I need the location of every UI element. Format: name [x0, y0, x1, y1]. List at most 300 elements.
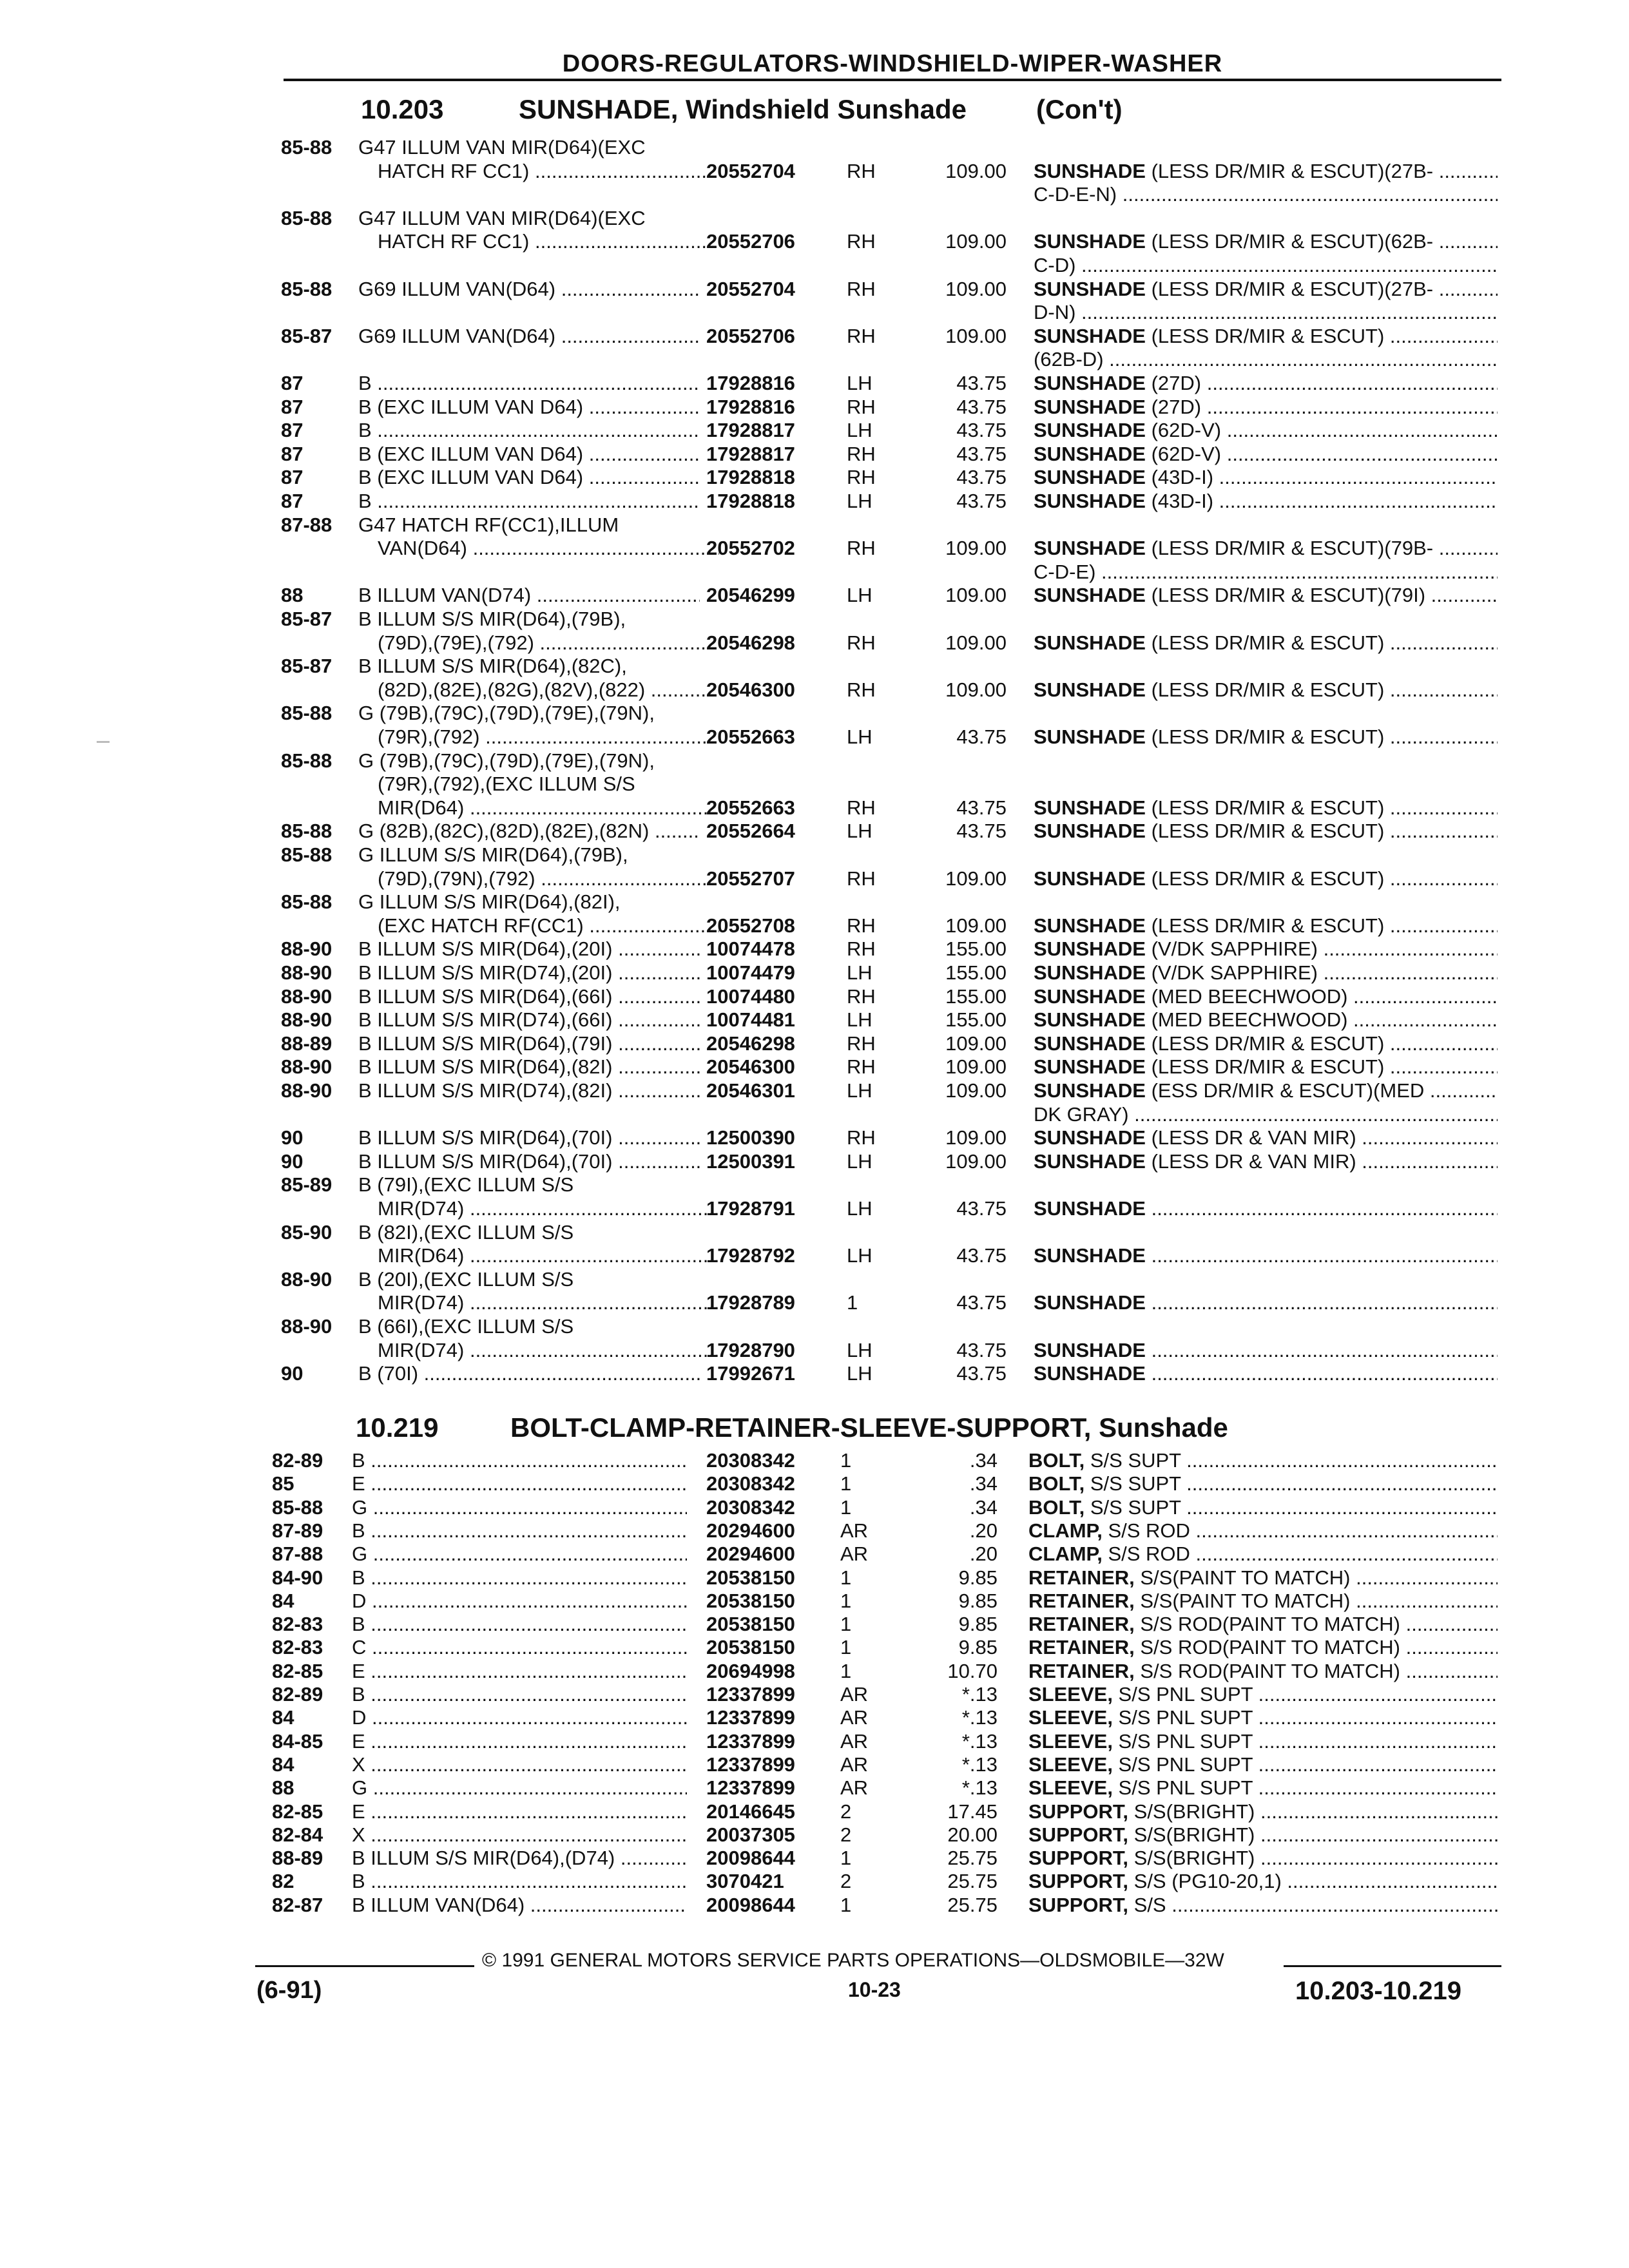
part-name [1034, 159, 1498, 183]
part-name-detail: (LESS DR/MIR & ESCUT)(79B- [1145, 537, 1434, 560]
parts-row [0, 937, 1629, 961]
part-name-detail: S/S(PAINT TO MATCH) [1134, 1589, 1351, 1612]
quantity: LH [847, 1362, 872, 1385]
part-name-keyword: RETAINER, [1028, 1589, 1135, 1612]
part-name [1028, 1495, 1498, 1519]
parts-row [0, 867, 1629, 890]
part-name-detail: C-D-E) [1034, 560, 1096, 583]
part-name [1034, 796, 1498, 820]
part-name-detail: (LESS DR/MIR & ESCUT) [1145, 796, 1385, 819]
part-name-keyword: SUNSHADE [1034, 584, 1146, 607]
parts-row [0, 1635, 1629, 1659]
quantity: RH [847, 442, 876, 465]
part-name [1034, 1291, 1498, 1314]
quantity: RH [847, 395, 876, 418]
list-price: 43.75 [956, 1291, 1007, 1314]
parts-row [0, 206, 1629, 230]
parts-row [0, 1869, 1629, 1893]
part-name [1034, 819, 1498, 843]
section-name [519, 94, 967, 125]
list-price: 43.75 [956, 419, 1007, 442]
part-number: 17928789 [706, 1291, 795, 1314]
parts-row [0, 1893, 1629, 1917]
part-number: 20552706 [706, 230, 795, 253]
quantity: 1 [840, 1636, 852, 1659]
parts-row [0, 1448, 1629, 1472]
list-price: 155.00 [945, 1008, 1007, 1032]
list-price: 109.00 [945, 230, 1007, 253]
parts-row [0, 1589, 1629, 1613]
part-name [1034, 1032, 1498, 1055]
model-years: 82-84 [272, 1823, 323, 1846]
list-price: *.13 [961, 1753, 998, 1776]
part-name-keyword: SUNSHADE [1034, 914, 1146, 937]
part-name-detail: D-N) [1034, 301, 1076, 324]
part-name [1034, 867, 1498, 890]
list-price: 109.00 [945, 1055, 1007, 1079]
parts-row [0, 749, 1629, 773]
part-name [1034, 418, 1498, 442]
application-description: B ..... [358, 371, 700, 395]
quantity: RH [847, 867, 876, 890]
section-title-text: SUNSHADE, [519, 94, 679, 124]
part-number: 12337899 [706, 1683, 795, 1706]
quantity: RH [847, 324, 876, 347]
model-years: 85-88 [281, 277, 333, 300]
parts-row [0, 395, 1629, 419]
model-years: 88-89 [281, 1032, 333, 1055]
list-price: 25.75 [947, 1847, 998, 1870]
parts-row [0, 442, 1629, 466]
list-price: 20.00 [947, 1823, 998, 1846]
application-description: E ..... [352, 1800, 687, 1823]
model-years: 82-89 [272, 1683, 323, 1706]
list-price: .34 [969, 1495, 998, 1519]
part-name [1034, 1361, 1498, 1385]
model-years: 88-90 [281, 937, 333, 961]
model-years: 85 [272, 1472, 294, 1495]
parts-row [0, 1566, 1629, 1590]
part-name [1028, 1753, 1498, 1776]
list-price: 25.75 [947, 1870, 998, 1893]
part-name-detail: (LESS DR/MIR & ESCUT) [1145, 726, 1385, 748]
application-description: B ILLUM S/S MIR(D64),(82C), [358, 655, 627, 678]
part-number: 20552704 [706, 159, 795, 182]
list-price: 43.75 [956, 490, 1007, 512]
parts-row [0, 277, 1629, 301]
list-price: 43.75 [956, 395, 1007, 418]
part-number: 20552708 [706, 914, 795, 937]
part-name [1028, 1542, 1498, 1566]
application-description: G69 ILLUM VAN(D64) ..... [358, 277, 700, 301]
part-number: 20546301 [706, 1079, 795, 1102]
model-years: 88-89 [272, 1847, 323, 1870]
application-description: B ILLUM S/S MIR(D64),(70I) ..... [358, 1149, 700, 1173]
parts-row [0, 513, 1629, 537]
quantity: 1 [840, 1893, 852, 1916]
parts-row [0, 631, 1629, 655]
part-name-keyword: SUNSHADE [1034, 1244, 1146, 1267]
parts-row [0, 1800, 1629, 1823]
part-name-keyword: SLEEVE, [1028, 1776, 1113, 1800]
part-name-keyword: SUNSHADE [1034, 277, 1146, 300]
part-name-detail: (LESS DR/MIR & ESCUT) [1145, 324, 1385, 347]
quantity: AR [840, 1729, 869, 1753]
application-description: HATCH RF CC1) ..... [358, 229, 719, 253]
part-name [1034, 725, 1498, 749]
application-description: E ..... [352, 1729, 687, 1753]
list-price: 9.85 [958, 1566, 998, 1589]
parts-row [0, 1291, 1629, 1314]
quantity: AR [840, 1753, 869, 1776]
part-name [1034, 678, 1498, 702]
part-name [1034, 229, 1498, 253]
parts-row [0, 961, 1629, 985]
parts-row [0, 1361, 1629, 1385]
part-number: 10074478 [706, 937, 795, 961]
part-name-detail: S/S PNL SUPT [1112, 1776, 1253, 1800]
parts-row [0, 1542, 1629, 1566]
part-name [1028, 1729, 1498, 1753]
quantity: RH [847, 1126, 876, 1149]
part-name-keyword: SUNSHADE [1034, 159, 1146, 182]
part-number: 20308342 [706, 1449, 795, 1472]
model-years: 85-87 [281, 655, 333, 678]
part-name [1034, 489, 1498, 513]
part-name-keyword: RETAINER, [1028, 1613, 1135, 1636]
application-description: B ..... [352, 1612, 687, 1636]
parts-row [0, 1338, 1629, 1362]
part-name-keyword: SUNSHADE [1034, 1338, 1146, 1361]
parts-row [0, 1519, 1629, 1542]
part-name [1034, 1149, 1498, 1173]
part-name-detail: S/S ROD [1102, 1542, 1190, 1566]
quantity: 1 [840, 1613, 852, 1636]
part-number: 3070421 [706, 1870, 784, 1893]
parts-row [0, 678, 1629, 702]
parts-row [0, 1244, 1629, 1267]
application-description: G (79B),(79C),(79D),(79E),(79N), [358, 749, 655, 772]
application-description: X ..... [352, 1823, 687, 1847]
quantity: RH [847, 796, 876, 819]
part-number: 20294600 [706, 1519, 795, 1542]
application-description: MIR(D74) ..... [358, 1338, 719, 1362]
model-years: 82-87 [272, 1893, 323, 1916]
parts-row [0, 796, 1629, 820]
quantity: LH [847, 820, 872, 843]
model-years: 82-89 [272, 1449, 323, 1472]
part-name-keyword: SUNSHADE [1034, 230, 1146, 253]
model-years: 82 [272, 1870, 294, 1893]
part-name-detail: (LESS DR/MIR & ESCUT) [1145, 678, 1385, 701]
part-name-detail: (V/DK SAPPHIRE) [1145, 937, 1318, 961]
quantity: RH [847, 537, 876, 560]
part-name [1034, 1126, 1498, 1149]
quantity: RH [847, 1055, 876, 1079]
application-description: B ..... [352, 1566, 687, 1590]
part-name-keyword: RETAINER, [1028, 1566, 1135, 1589]
parts-row [0, 1729, 1629, 1753]
list-price: 43.75 [956, 726, 1007, 748]
parts-row [0, 324, 1629, 348]
model-years: 85-88 [281, 206, 333, 229]
part-name-detail: (62D-V) [1145, 419, 1222, 442]
list-price: 109.00 [945, 1079, 1007, 1102]
part-number: 17928792 [706, 1244, 795, 1267]
application-description: B (20I),(EXC ILLUM S/S [358, 1267, 574, 1291]
part-number: 17928790 [706, 1338, 795, 1361]
part-name-keyword: SUPPORT, [1028, 1870, 1129, 1893]
header-rule [284, 79, 1501, 81]
application-description: B ILLUM S/S MIR(D64),(70I) ..... [358, 1126, 700, 1149]
part-name [1034, 1338, 1498, 1362]
parts-row [0, 654, 1629, 678]
list-price: 43.75 [956, 1197, 1007, 1220]
section-number: 10.203 [361, 94, 444, 124]
part-number: 17928818 [706, 490, 795, 512]
model-years: 82-85 [272, 1659, 323, 1682]
part-number: 20552707 [706, 867, 795, 890]
parts-row [0, 1846, 1629, 1870]
model-years: 88-90 [281, 961, 333, 984]
parts-row [0, 418, 1629, 442]
part-number: 20552664 [706, 820, 795, 843]
application-description: (79D),(79E),(792) ..... [358, 631, 719, 655]
section-subtitle: Windshield Sunshade [686, 94, 967, 124]
parts-row [0, 1220, 1629, 1244]
part-number: 20098644 [706, 1893, 795, 1916]
part-number: 10074480 [706, 985, 795, 1008]
list-price: 10.70 [947, 1659, 998, 1682]
model-years: 85-87 [281, 608, 333, 630]
application-description: B ILLUM S/S MIR(D64),(66I) ..... [358, 985, 700, 1008]
model-years: 85-88 [281, 820, 333, 843]
part-name-keyword: BOLT, [1028, 1472, 1085, 1495]
quantity: RH [847, 914, 876, 937]
application-description: B (EXC ILLUM VAN D64) ..... [358, 465, 700, 489]
model-years: 85-90 [281, 1220, 333, 1244]
model-years: 88-90 [281, 985, 333, 1008]
part-name-detail: (62B-D) [1034, 348, 1104, 371]
footer-section-range: 10.203-10.219 [1295, 1977, 1462, 2005]
part-name [1034, 277, 1498, 301]
part-name-keyword: CLAMP, [1028, 1542, 1103, 1566]
part-name [1034, 1102, 1498, 1126]
application-description: B ILLUM S/S MIR(D64),(82I) ..... [358, 1055, 700, 1079]
application-description: G47 ILLUM VAN MIR(D64)(EXC [358, 136, 646, 159]
part-name-detail: (43D-I) [1145, 490, 1214, 512]
part-name-detail: S/S(BRIGHT) [1128, 1847, 1255, 1870]
part-name-keyword: SUNSHADE [1034, 372, 1146, 394]
part-name-detail: DK GRAY) [1034, 1102, 1129, 1126]
section-number: 10.219 [356, 1412, 439, 1443]
part-name-keyword: SUNSHADE [1034, 395, 1146, 418]
part-name-keyword: SUNSHADE [1034, 1291, 1146, 1314]
part-name [1028, 1519, 1498, 1542]
parts-row [0, 182, 1629, 206]
part-name-keyword: SUNSHADE [1034, 678, 1146, 701]
model-years: 88-90 [281, 1079, 333, 1102]
part-name-keyword: SUNSHADE [1034, 985, 1146, 1008]
list-price: 25.75 [947, 1893, 998, 1916]
part-number: 20538150 [706, 1613, 795, 1636]
list-price: *.13 [961, 1706, 998, 1729]
application-description: B ILLUM S/S MIR(D74),(20I) ..... [358, 961, 700, 985]
quantity: AR [840, 1542, 869, 1566]
part-name-keyword: SUPPORT, [1028, 1823, 1129, 1846]
part-number: 12337899 [706, 1776, 795, 1800]
part-name-detail: S/S ROD [1102, 1519, 1190, 1542]
part-name-detail: S/S(BRIGHT) [1128, 1823, 1255, 1846]
quantity: RH [847, 937, 876, 961]
quantity: RH [847, 631, 876, 654]
part-name [1028, 1776, 1498, 1800]
part-number: 20546300 [706, 678, 795, 701]
model-years: 90 [281, 1126, 304, 1149]
part-name [1034, 583, 1498, 607]
list-price: 109.00 [945, 678, 1007, 701]
application-description: G ..... [352, 1776, 687, 1800]
footer-date-code: (6-91) [256, 1977, 322, 2004]
part-name [1028, 1823, 1498, 1847]
application-description: B (EXC ILLUM VAN D64) ..... [358, 442, 700, 466]
application-description: G47 ILLUM VAN MIR(D64)(EXC [358, 206, 646, 229]
parts-row [0, 1126, 1629, 1149]
part-name-keyword: SUNSHADE [1034, 1362, 1146, 1385]
part-name-keyword: BOLT, [1028, 1495, 1085, 1519]
quantity: AR [840, 1706, 869, 1729]
part-name [1034, 961, 1498, 985]
part-name-detail: (LESS DR/MIR & ESCUT) [1145, 914, 1385, 937]
parts-row [0, 371, 1629, 395]
application-description: B ILLUM VAN(D74) ..... [358, 583, 700, 607]
parts-row [0, 914, 1629, 937]
part-number: 20146645 [706, 1800, 795, 1823]
parts-row [0, 1055, 1629, 1079]
parts-row [0, 1196, 1629, 1220]
part-name-keyword: SUNSHADE [1034, 419, 1146, 442]
list-price: 109.00 [945, 324, 1007, 347]
list-price: *.13 [961, 1729, 998, 1753]
part-name-detail: (MED BEECHWOOD) [1145, 1008, 1348, 1032]
parts-row [0, 843, 1629, 867]
list-price: 109.00 [945, 1126, 1007, 1149]
part-number: 20552706 [706, 324, 795, 347]
application-description: G69 ILLUM VAN(D64) ..... [358, 324, 700, 348]
part-name-detail: (LESS DR/MIR & ESCUT) [1145, 820, 1385, 843]
quantity: RH [847, 1032, 876, 1055]
part-name [1034, 985, 1498, 1008]
part-number: 20308342 [706, 1495, 795, 1519]
section-subtitle: Sunshade [1099, 1412, 1228, 1443]
application-description: G ILLUM S/S MIR(D64),(82I), [358, 890, 621, 914]
part-name [1034, 253, 1498, 277]
model-years: 84-85 [272, 1729, 323, 1753]
part-name [1028, 1566, 1498, 1590]
model-years: 84 [272, 1753, 294, 1776]
part-name-keyword: SLEEVE, [1028, 1706, 1113, 1729]
part-name [1034, 560, 1498, 584]
page-header: DOORS-REGULATORS-WINDSHIELD-WIPER-WASHER [562, 50, 1223, 77]
part-name-keyword: SUNSHADE [1034, 1055, 1146, 1079]
part-name-detail: S/S ROD(PAINT TO MATCH) [1134, 1636, 1400, 1659]
list-price: 109.00 [945, 537, 1007, 560]
application-description: B ILLUM S/S MIR(D74),(66I) ..... [358, 1008, 700, 1032]
quantity: 1 [840, 1589, 852, 1612]
list-price: 43.75 [956, 1338, 1007, 1361]
application-description: B ILLUM S/S MIR(D64),(79B), [358, 608, 626, 630]
part-name-keyword: SLEEVE, [1028, 1753, 1113, 1776]
model-years: 88-90 [281, 1008, 333, 1032]
part-name-detail: S/S(PAINT TO MATCH) [1134, 1566, 1351, 1589]
parts-row [0, 1102, 1629, 1126]
list-price: 109.00 [945, 584, 1007, 607]
model-years: 88-90 [281, 1055, 333, 1079]
part-name [1028, 1612, 1498, 1636]
part-name-keyword: SUNSHADE [1034, 442, 1146, 465]
application-description: MIR(D74) ..... [358, 1291, 719, 1314]
application-description: (79D),(79N),(792) ..... [358, 867, 719, 890]
list-price: 109.00 [945, 867, 1007, 890]
part-number: 20294600 [706, 1542, 795, 1566]
quantity: 1 [840, 1659, 852, 1682]
part-name-keyword: SUPPORT, [1028, 1893, 1129, 1916]
parts-row [0, 465, 1629, 489]
quantity: 2 [840, 1823, 852, 1846]
parts-row [0, 1495, 1629, 1519]
part-number: 17928816 [706, 395, 795, 418]
part-name [1034, 914, 1498, 937]
application-description: G47 HATCH RF(CC1),ILLUM [358, 513, 619, 536]
part-name-detail: (LESS DR/MIR & ESCUT)(27B- [1145, 159, 1434, 182]
part-name [1028, 1846, 1498, 1870]
model-years: 87 [281, 372, 304, 394]
parts-row [0, 253, 1629, 277]
model-years: 84 [272, 1589, 294, 1612]
part-number: 12337899 [706, 1706, 795, 1729]
list-price: 155.00 [945, 937, 1007, 961]
parts-row [0, 1079, 1629, 1102]
application-description: B ..... [352, 1519, 687, 1542]
quantity: 1 [840, 1847, 852, 1870]
quantity: 2 [840, 1800, 852, 1823]
part-name-detail: S/S PNL SUPT [1112, 1753, 1253, 1776]
section-title-10-219 [356, 1412, 1477, 1446]
parts-row [0, 1659, 1629, 1683]
part-number: 20552702 [706, 537, 795, 560]
list-price: 17.45 [947, 1800, 998, 1823]
list-price: 9.85 [958, 1613, 998, 1636]
part-number: 17928791 [706, 1197, 795, 1220]
list-price: .34 [969, 1449, 998, 1472]
part-name-detail: C-D) [1034, 254, 1076, 276]
quantity: 1 [840, 1566, 852, 1589]
application-description: VAN(D64) ..... [358, 536, 719, 560]
list-price: .34 [969, 1472, 998, 1495]
parts-row [0, 347, 1629, 371]
model-years: 88 [281, 584, 304, 607]
part-name [1028, 1706, 1498, 1729]
part-name-detail: S/S SUPT [1084, 1449, 1181, 1472]
part-name [1028, 1869, 1498, 1893]
part-name-detail: (ESS DR/MIR & ESCUT)(MED [1145, 1079, 1425, 1102]
part-name-keyword: SUNSHADE [1034, 490, 1146, 512]
part-number: 20546298 [706, 631, 795, 654]
application-description: B ILLUM S/S MIR(D64),(20I) ..... [358, 937, 700, 961]
list-price: 109.00 [945, 914, 1007, 937]
quantity: AR [840, 1683, 869, 1706]
part-name [1028, 1800, 1498, 1823]
